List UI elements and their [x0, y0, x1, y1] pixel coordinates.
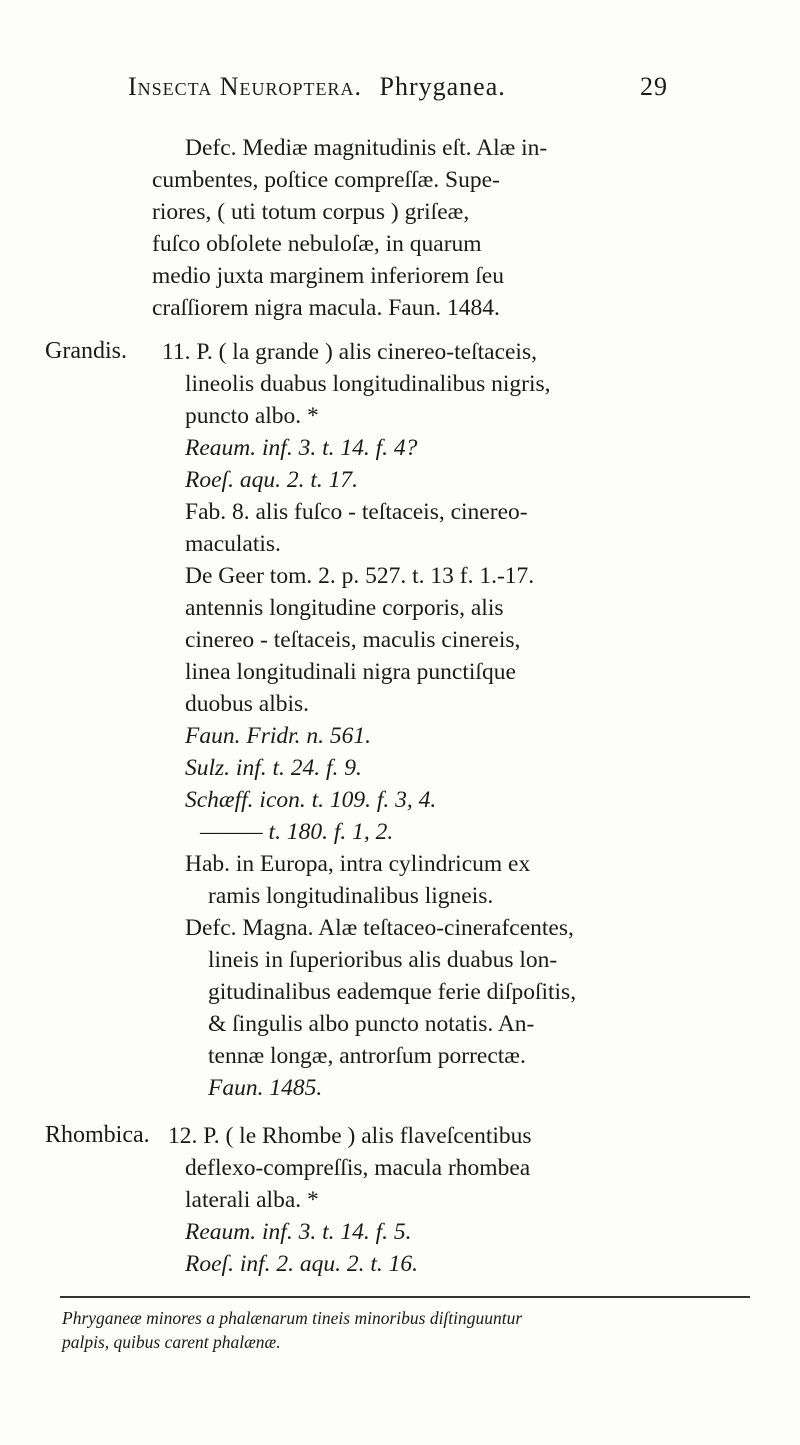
- text-line: riores, ( uti totum corpus ) griſeæ,: [152, 199, 470, 225]
- footnote-line: Phryganeæ minores a phalænarum tineis minoribus diſtinguuntur: [62, 1308, 523, 1328]
- text-line: cinereo - teſtaceis, maculis cinereis,: [185, 627, 521, 653]
- reference-line: Fab. 8. alis fuſco - teſtaceis, cinereo-: [185, 499, 528, 525]
- text-line: cumbentes, poſtice compreſſæ. Supe-: [152, 167, 500, 193]
- reference-line: ——— t. 180. f. 1, 2.: [200, 819, 394, 845]
- text-line: Defc. Mediæ magnitudinis eſt. Alæ in-: [185, 135, 548, 161]
- text-line: tennæ longæ, antrorſum porrectæ.: [208, 1043, 526, 1069]
- text-line: & ſingulis albo puncto notatis. An-: [208, 1011, 535, 1037]
- header-genus: Phryganea.: [379, 72, 506, 101]
- description-line: Defc. Magna. Alæ teſtaceo-cinerafcentes,: [185, 915, 574, 941]
- page-number: 29: [640, 72, 668, 101]
- text-line: deflexo-compreſſis, macula rhombea: [185, 1155, 531, 1181]
- reference-line: Sulz. inf. t. 24. f. 9.: [185, 755, 362, 781]
- reference-line: Schæff. icon. t. 109. f. 3, 4.: [185, 787, 437, 813]
- text-line: lineolis duabus longitudinalibus nigris,: [185, 371, 551, 397]
- footnote-line: palpis, quibus carent phalænæ.: [62, 1332, 281, 1352]
- text-line: fuſco obſolete nebuloſæ, in quarum: [152, 231, 482, 257]
- text-line: gitudinalibus eademque ferie diſpoſitis,: [208, 979, 577, 1005]
- reference-line: Reaum. inf. 3. t. 14. f. 5.: [185, 1219, 412, 1245]
- footnote-divider: [60, 1296, 750, 1298]
- text-line: 11. P. ( la grande ) alis cinereo-teſtaceis,: [162, 339, 537, 365]
- text-line: maculatis.: [185, 531, 281, 557]
- text-line: duobus albis.: [185, 691, 310, 717]
- text-line: ramis longitudinalibus ligneis.: [208, 883, 494, 909]
- reference-line: De Geer tom. 2. p. 527. t. 13 f. 1.-17.: [185, 563, 535, 589]
- reference-line: Faun. Fridr. n. 561.: [185, 723, 372, 749]
- text-line: puncto albo. *: [185, 403, 319, 429]
- text-line: linea longitudinali nigra punctiſque: [185, 659, 516, 685]
- species-label-grandis: Grandis.: [45, 338, 127, 364]
- reference-line: Roeſ. aqu. 2. t. 17.: [185, 467, 358, 493]
- reference-line: Faun. 1485.: [208, 1075, 323, 1101]
- habitat-line: Hab. in Europa, intra cylindricum ex: [185, 851, 531, 877]
- reference-line: Roeſ. inf. 2. aqu. 2. t. 16.: [185, 1251, 419, 1277]
- running-header: [128, 72, 668, 106]
- text-line: medio juxta marginem inferiorem ſeu: [152, 263, 504, 289]
- reference-line: Reaum. inf. 3. t. 14. f. 4?: [185, 435, 418, 461]
- text-line: craſſiorem nigra macula. Faun. 1484.: [152, 295, 500, 321]
- text-line: laterali alba. *: [185, 1187, 319, 1213]
- text-line: lineis in ſuperioribus alis duabus lon-: [208, 947, 558, 973]
- species-label-rhombica: Rhombica.: [45, 1122, 150, 1148]
- text-line: 12. P. ( le Rhombe ) alis flaveſcentibus: [168, 1123, 532, 1149]
- text-line: antennis longitudine corporis, alis: [185, 595, 504, 621]
- header-order: Insecta Neuroptera.: [128, 72, 363, 101]
